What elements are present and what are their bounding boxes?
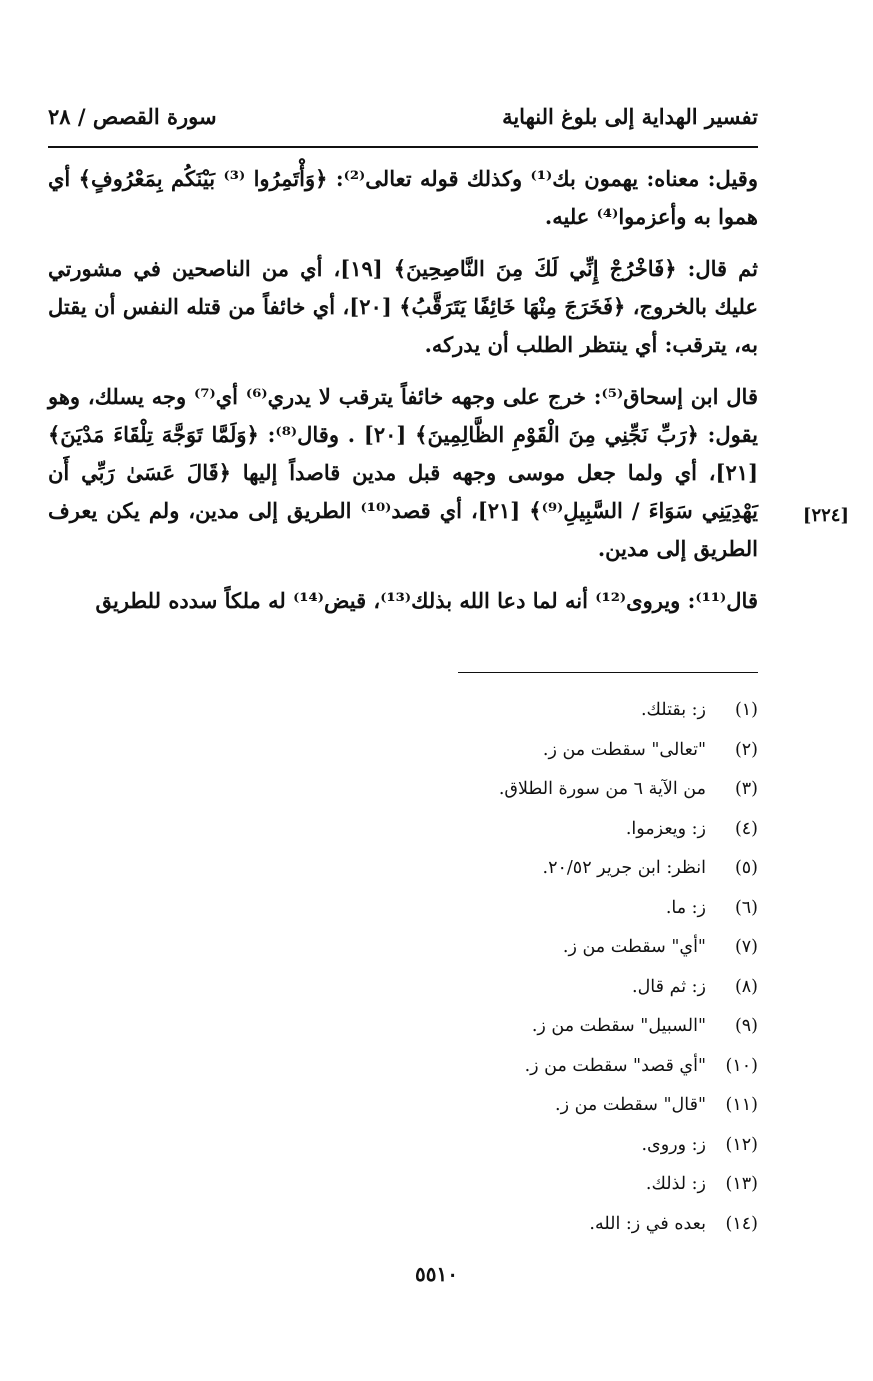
footnote-text: "قال" سقطت من ز. [555, 1095, 706, 1115]
footnote-number: (١٠) [725, 1055, 758, 1076]
footnote-text: ز: ثم قال. [632, 976, 706, 997]
paragraph: وقيل: معناه: يهمون بك⁽¹⁾ وكذلك قوله تعالى⁽²⁾: ﴿وَأْتَمِرُوا ⁽³⁾ بَيْنَكُم بِمَعْرُوفٍ﴾ أي هموا به وأعزموا⁽⁴⁾ عليه. [48, 166, 758, 229]
book-title: تفسير الهداية إلى بلوغ النهاية [502, 104, 758, 129]
footnote-number: (٦) [734, 897, 758, 918]
footnote [38, 1090, 758, 1130]
footnote [38, 853, 758, 893]
footnote [38, 814, 758, 854]
footnote-number: (٧) [734, 937, 758, 957]
footnote-number: (١٤) [725, 1213, 758, 1234]
main-text [48, 160, 758, 634]
page-number: ٥٥١٠ [415, 1262, 458, 1286]
paragraph: قال ابن إسحاق⁽⁵⁾: خرج على وجهه خائفاً يترقب لا يدري⁽⁶⁾ أي⁽⁷⁾ وجه يسلك، وهو يقول: ﴿رَبِّ نَجِّنِي مِنَ الْقَوْمِ الظَّالِمِينَ﴾ [٢٠] . وقال⁽⁸⁾: ﴿وَلَمَّا تَوَجَّهَ تِلْقَاءَ مَدْيَنَ﴾ [٢١]، أي ولما جعل موسى وجهه قبل مدين قاصداً إليها ﴿قَالَ عَسَىٰ رَبِّي أَن يَهْدِيَنِي سَوَاءَ / السَّبِيلِ⁽⁹⁾﴾ [٢١]، أي قصد⁽¹⁰⁾ الطريق إلى مدين، ولم يكن يعرف الطريق إلى مدين. [48, 384, 758, 561]
footnote [38, 1209, 758, 1249]
footnotes-list [38, 695, 758, 1248]
footnote-text: ز: بقتلك. [640, 700, 706, 720]
footnote-text: انظر: ابن جرير ٢٠/٥٢. [542, 858, 706, 878]
footnote [38, 1011, 758, 1051]
footnote-text: ز: لذلك. [645, 1174, 706, 1194]
footnote-number: (٩) [734, 1016, 758, 1036]
footnote-separator [458, 672, 758, 673]
footnote [38, 932, 758, 972]
footnote-text: "أي" سقطت من ز. [562, 937, 706, 957]
footnote-number: (١٣) [725, 1174, 758, 1194]
footnote [38, 893, 758, 933]
footnote [38, 695, 758, 735]
footnote-number: (١١) [725, 1095, 758, 1115]
paragraph: ثم قال: ﴿فَاخْرُجْ إِنِّي لَكَ مِنَ النَّاصِحِينَ﴾ [١٩]، أي من الناصحين في مشورتي عليك بالخروج، ﴿فَخَرَجَ مِنْهَا خَائِفًا يَتَرَقَّبُ﴾ [٢٠]، أي خائفاً من قتله النفس أن يقتل به، يترقب: أي ينتظر الطلب أن يدركه. [48, 256, 758, 357]
footnote-text: بعده في ز: الله. [589, 1213, 706, 1234]
running-header [48, 98, 758, 138]
footnote-number: (٤) [734, 818, 758, 839]
footnote [38, 774, 758, 814]
footnote-number: (١٢) [725, 1134, 758, 1155]
footnote-text: ز: وروى. [641, 1134, 706, 1155]
footnote-number: (٨) [734, 976, 758, 997]
footnote [38, 1169, 758, 1209]
footnote [38, 972, 758, 1012]
surah-reference: سورة القصص / ٢٨ [48, 104, 217, 129]
footnote-number: (٣) [734, 779, 758, 799]
footnote-text: "تعالى" سقطت من ز. [542, 739, 706, 760]
footnote [38, 735, 758, 775]
footnote-text: "السبيل" سقطت من ز. [531, 1016, 706, 1036]
manuscript-folio-marker: [٢٢٤] [802, 505, 849, 526]
footnote [38, 1051, 758, 1091]
footnote-number: (١) [734, 700, 758, 720]
footnote-text: "أي قصد" سقطت من ز. [524, 1055, 706, 1076]
footnote-number: (٥) [734, 858, 758, 878]
footnote-text: من الآية ٦ من سورة الطلاق. [498, 779, 706, 799]
footnote-text: ز: ما. [665, 897, 706, 918]
footnote [38, 1130, 758, 1170]
paragraph: قال⁽¹¹⁾: ويروى⁽¹²⁾ أنه لما دعا الله بذلك⁽¹³⁾، قيض⁽¹⁴⁾ له ملكاً سدده للطريق [95, 588, 758, 613]
footnote-text: ز: ويعزموا. [625, 818, 706, 839]
header-rule [48, 146, 758, 148]
footnote-number: (٢) [734, 739, 758, 760]
